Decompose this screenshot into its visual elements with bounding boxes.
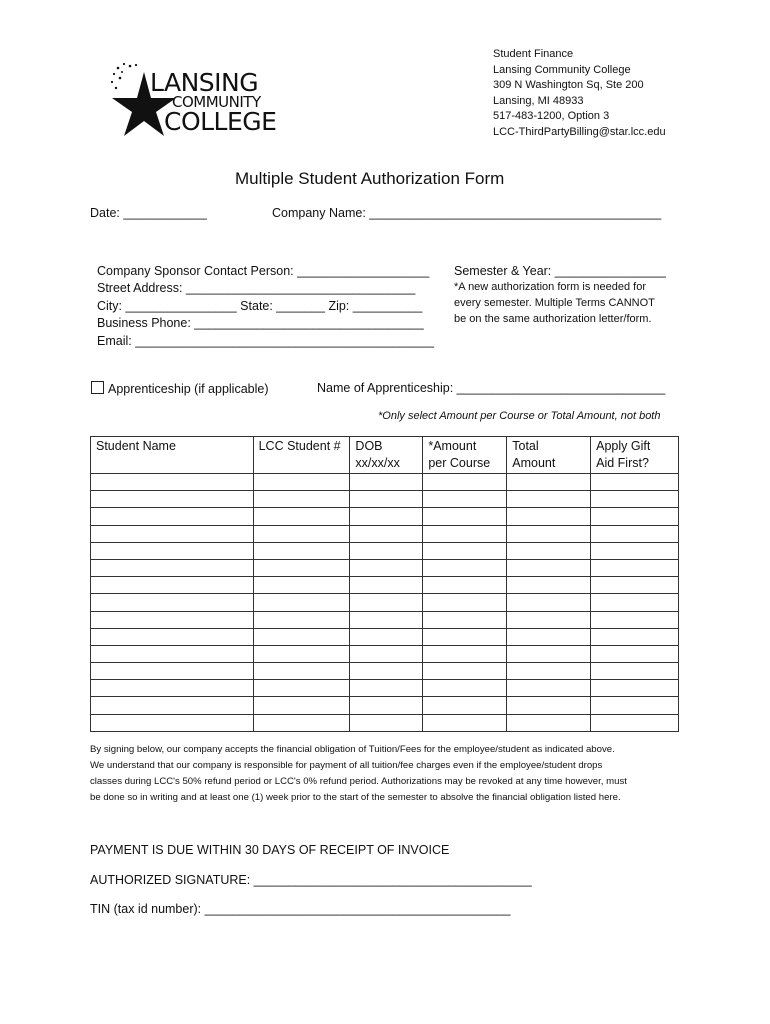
table-cell[interactable] — [507, 508, 591, 525]
date-field[interactable]: Date: ____________ — [90, 206, 207, 220]
table-cell[interactable] — [350, 645, 423, 662]
logo-line-lansing: LANSING — [150, 68, 259, 97]
table-cell[interactable] — [350, 714, 423, 731]
table-cell[interactable] — [507, 474, 591, 491]
table-row — [91, 577, 679, 594]
table-cell[interactable] — [350, 508, 423, 525]
table-cell[interactable] — [591, 559, 679, 576]
table-cell[interactable] — [91, 542, 254, 559]
company-name-field[interactable]: Company Name: __________________________________________ — [272, 206, 662, 220]
table-cell[interactable] — [350, 474, 423, 491]
table-cell[interactable] — [507, 611, 591, 628]
disclaimer-line: classes during LCC's 50% refund period or LCC's 0% refund period. Authorizations may be revoked at any time however, must — [90, 776, 627, 787]
college-logo — [108, 60, 298, 140]
table-row — [91, 645, 679, 662]
table-row — [91, 680, 679, 697]
table-cell[interactable] — [253, 697, 350, 714]
table-cell[interactable] — [423, 680, 507, 697]
table-cell[interactable] — [507, 491, 591, 508]
table-row — [91, 714, 679, 731]
city-state-zip-field[interactable]: City: ________________ State: _______ Zip: __________ — [97, 299, 423, 313]
table-cell[interactable] — [91, 559, 254, 576]
table-cell[interactable] — [91, 680, 254, 697]
table-cell[interactable] — [423, 491, 507, 508]
address-line: Student Finance — [493, 48, 574, 60]
table-cell[interactable] — [507, 628, 591, 645]
table-cell[interactable] — [91, 594, 254, 611]
table-cell[interactable] — [507, 680, 591, 697]
table-cell[interactable] — [253, 611, 350, 628]
table-cell[interactable] — [350, 491, 423, 508]
table-cell[interactable] — [591, 577, 679, 594]
table-row — [91, 474, 679, 491]
table-cell[interactable] — [253, 542, 350, 559]
table-cell[interactable] — [253, 559, 350, 576]
table-cell[interactable] — [350, 611, 423, 628]
table-cell[interactable] — [591, 508, 679, 525]
table-cell[interactable] — [91, 508, 254, 525]
table-cell[interactable] — [591, 663, 679, 680]
table-cell[interactable] — [253, 645, 350, 662]
table-cell[interactable] — [591, 594, 679, 611]
tin-field[interactable]: TIN (tax id number): ____________________________________________ — [90, 902, 511, 916]
page-title: Multiple Student Authorization Form — [235, 169, 505, 188]
table-row — [91, 628, 679, 645]
table-cell[interactable] — [350, 559, 423, 576]
table-cell[interactable] — [91, 645, 254, 662]
table-cell[interactable] — [253, 680, 350, 697]
table-body — [91, 474, 679, 732]
table-cell[interactable] — [591, 645, 679, 662]
table-row — [91, 663, 679, 680]
disclaimer-line: We understand that our company is responsible for payment of all tuition/fee charges even if the employee/student drops — [90, 760, 603, 771]
table-cell[interactable] — [507, 697, 591, 714]
header-lcc-student-number: LCC Student # — [253, 437, 350, 474]
table-cell[interactable] — [91, 611, 254, 628]
table-cell[interactable] — [507, 577, 591, 594]
table-cell[interactable] — [350, 680, 423, 697]
apprenticeship-name-field[interactable]: Name of Apprenticeship: ______________________________ — [317, 381, 666, 395]
disclaimer-paragraph — [90, 742, 627, 806]
table-cell[interactable] — [253, 628, 350, 645]
table-header-row — [91, 437, 679, 474]
apprenticeship-option[interactable] — [91, 381, 269, 396]
disclaimer-line: be done so in writing and at least one (1) week prior to the start of the semester to absolve the financial obligation listed here. — [90, 792, 621, 803]
table-cell[interactable] — [591, 697, 679, 714]
table-cell[interactable] — [91, 628, 254, 645]
table-cell[interactable] — [591, 611, 679, 628]
header-student-name: Student Name — [91, 437, 254, 474]
semester-note: be on the same authorization letter/form. — [454, 313, 652, 325]
address-line: 517-483-1200, Option 3 — [493, 110, 610, 122]
student-table — [90, 436, 679, 732]
table-row — [91, 594, 679, 611]
table-cell[interactable] — [423, 611, 507, 628]
address-block — [493, 47, 666, 140]
address-email: LCC-ThirdPartyBilling@star.lcc.edu — [493, 125, 666, 138]
table-cell[interactable] — [350, 697, 423, 714]
table-cell[interactable] — [350, 542, 423, 559]
table-row — [91, 559, 679, 576]
table-cell[interactable] — [423, 594, 507, 611]
authorized-signature-field[interactable]: AUTHORIZED SIGNATURE: ________________________________________ — [90, 873, 532, 887]
disclaimer-line: By signing below, our company accepts the financial obligation of Tuition/Fees for the employee/student as indicated above. — [90, 744, 615, 755]
address-line: Lansing, MI 48933 — [493, 94, 584, 107]
semester-year-field[interactable]: Semester & Year: ________________ — [454, 264, 666, 278]
table-cell[interactable] — [91, 525, 254, 542]
table-cell[interactable] — [423, 542, 507, 559]
table-row — [91, 508, 679, 525]
street-address-field[interactable]: Street Address: _________________________________ — [97, 281, 416, 295]
table-cell[interactable] — [253, 577, 350, 594]
semester-note: *A new authorization form is needed for — [454, 281, 647, 293]
table-cell[interactable] — [253, 474, 350, 491]
table-cell[interactable] — [91, 663, 254, 680]
table-cell[interactable] — [253, 594, 350, 611]
table-cell[interactable] — [507, 594, 591, 611]
header-apply-gift-aid: Apply Gift Aid First? — [591, 437, 679, 474]
table-cell[interactable] — [507, 525, 591, 542]
table-cell[interactable] — [591, 491, 679, 508]
table-cell[interactable] — [253, 491, 350, 508]
sponsor-contact-field[interactable]: Company Sponsor Contact Person: ___________________ — [97, 264, 430, 278]
table-row — [91, 542, 679, 559]
table-cell[interactable] — [423, 577, 507, 594]
table-cell[interactable] — [350, 594, 423, 611]
table-cell[interactable] — [91, 697, 254, 714]
header-amount-per-course: *Amount per Course — [423, 437, 507, 474]
payment-due-notice: PAYMENT IS DUE WITHIN 30 DAYS OF RECEIPT OF INVOICE — [90, 843, 450, 857]
header-dob: DOB xx/xx/xx — [350, 437, 423, 474]
table-cell[interactable] — [91, 577, 254, 594]
table-cell[interactable] — [423, 697, 507, 714]
email-field[interactable]: Email: ___________________________________________ — [97, 334, 435, 348]
address-line: 309 N Washington Sq, Ste 200 — [493, 79, 644, 91]
table-row — [91, 611, 679, 628]
table-cell[interactable] — [253, 525, 350, 542]
table-cell[interactable] — [423, 525, 507, 542]
table-row — [91, 525, 679, 542]
table-cell[interactable] — [350, 663, 423, 680]
table-cell[interactable] — [591, 680, 679, 697]
apprenticeship-label: Apprenticeship (if applicable) — [108, 382, 269, 396]
table-cell[interactable] — [591, 525, 679, 542]
table-cell[interactable] — [91, 474, 254, 491]
table-cell[interactable] — [423, 628, 507, 645]
table-cell[interactable] — [423, 663, 507, 680]
table-cell[interactable] — [423, 508, 507, 525]
apprenticeship-checkbox[interactable] — [91, 381, 104, 394]
table-cell[interactable] — [591, 474, 679, 491]
table-cell[interactable] — [507, 663, 591, 680]
table-cell[interactable] — [507, 542, 591, 559]
table-cell[interactable] — [507, 559, 591, 576]
business-phone-field[interactable]: Business Phone: _________________________________ — [97, 316, 424, 330]
semester-note: every semester. Multiple Terms CANNOT — [454, 297, 655, 309]
address-line: Lansing Community College — [493, 63, 631, 76]
table-cell[interactable] — [507, 645, 591, 662]
logo-line-community: COMMUNITY — [172, 93, 261, 111]
table-row — [91, 697, 679, 714]
table-cell[interactable] — [350, 577, 423, 594]
table-cell[interactable] — [253, 508, 350, 525]
table-cell[interactable] — [91, 491, 254, 508]
table-cell[interactable] — [423, 559, 507, 576]
table-cell[interactable] — [253, 714, 350, 731]
table-row — [91, 491, 679, 508]
table-cell[interactable] — [350, 525, 423, 542]
table-cell[interactable] — [91, 714, 254, 731]
table-cell[interactable] — [253, 663, 350, 680]
header-total-amount: Total Amount — [507, 437, 591, 474]
table-cell[interactable] — [423, 474, 507, 491]
logo-line-college: COLLEGE — [164, 107, 277, 136]
table-cell[interactable] — [423, 714, 507, 731]
table-cell[interactable] — [350, 628, 423, 645]
table-cell[interactable] — [507, 714, 591, 731]
table-cell[interactable] — [591, 628, 679, 645]
amount-note: *Only select Amount per Course or Total Amount, not both — [378, 410, 661, 422]
table-cell[interactable] — [423, 645, 507, 662]
table-cell[interactable] — [591, 542, 679, 559]
table-cell[interactable] — [591, 714, 679, 731]
